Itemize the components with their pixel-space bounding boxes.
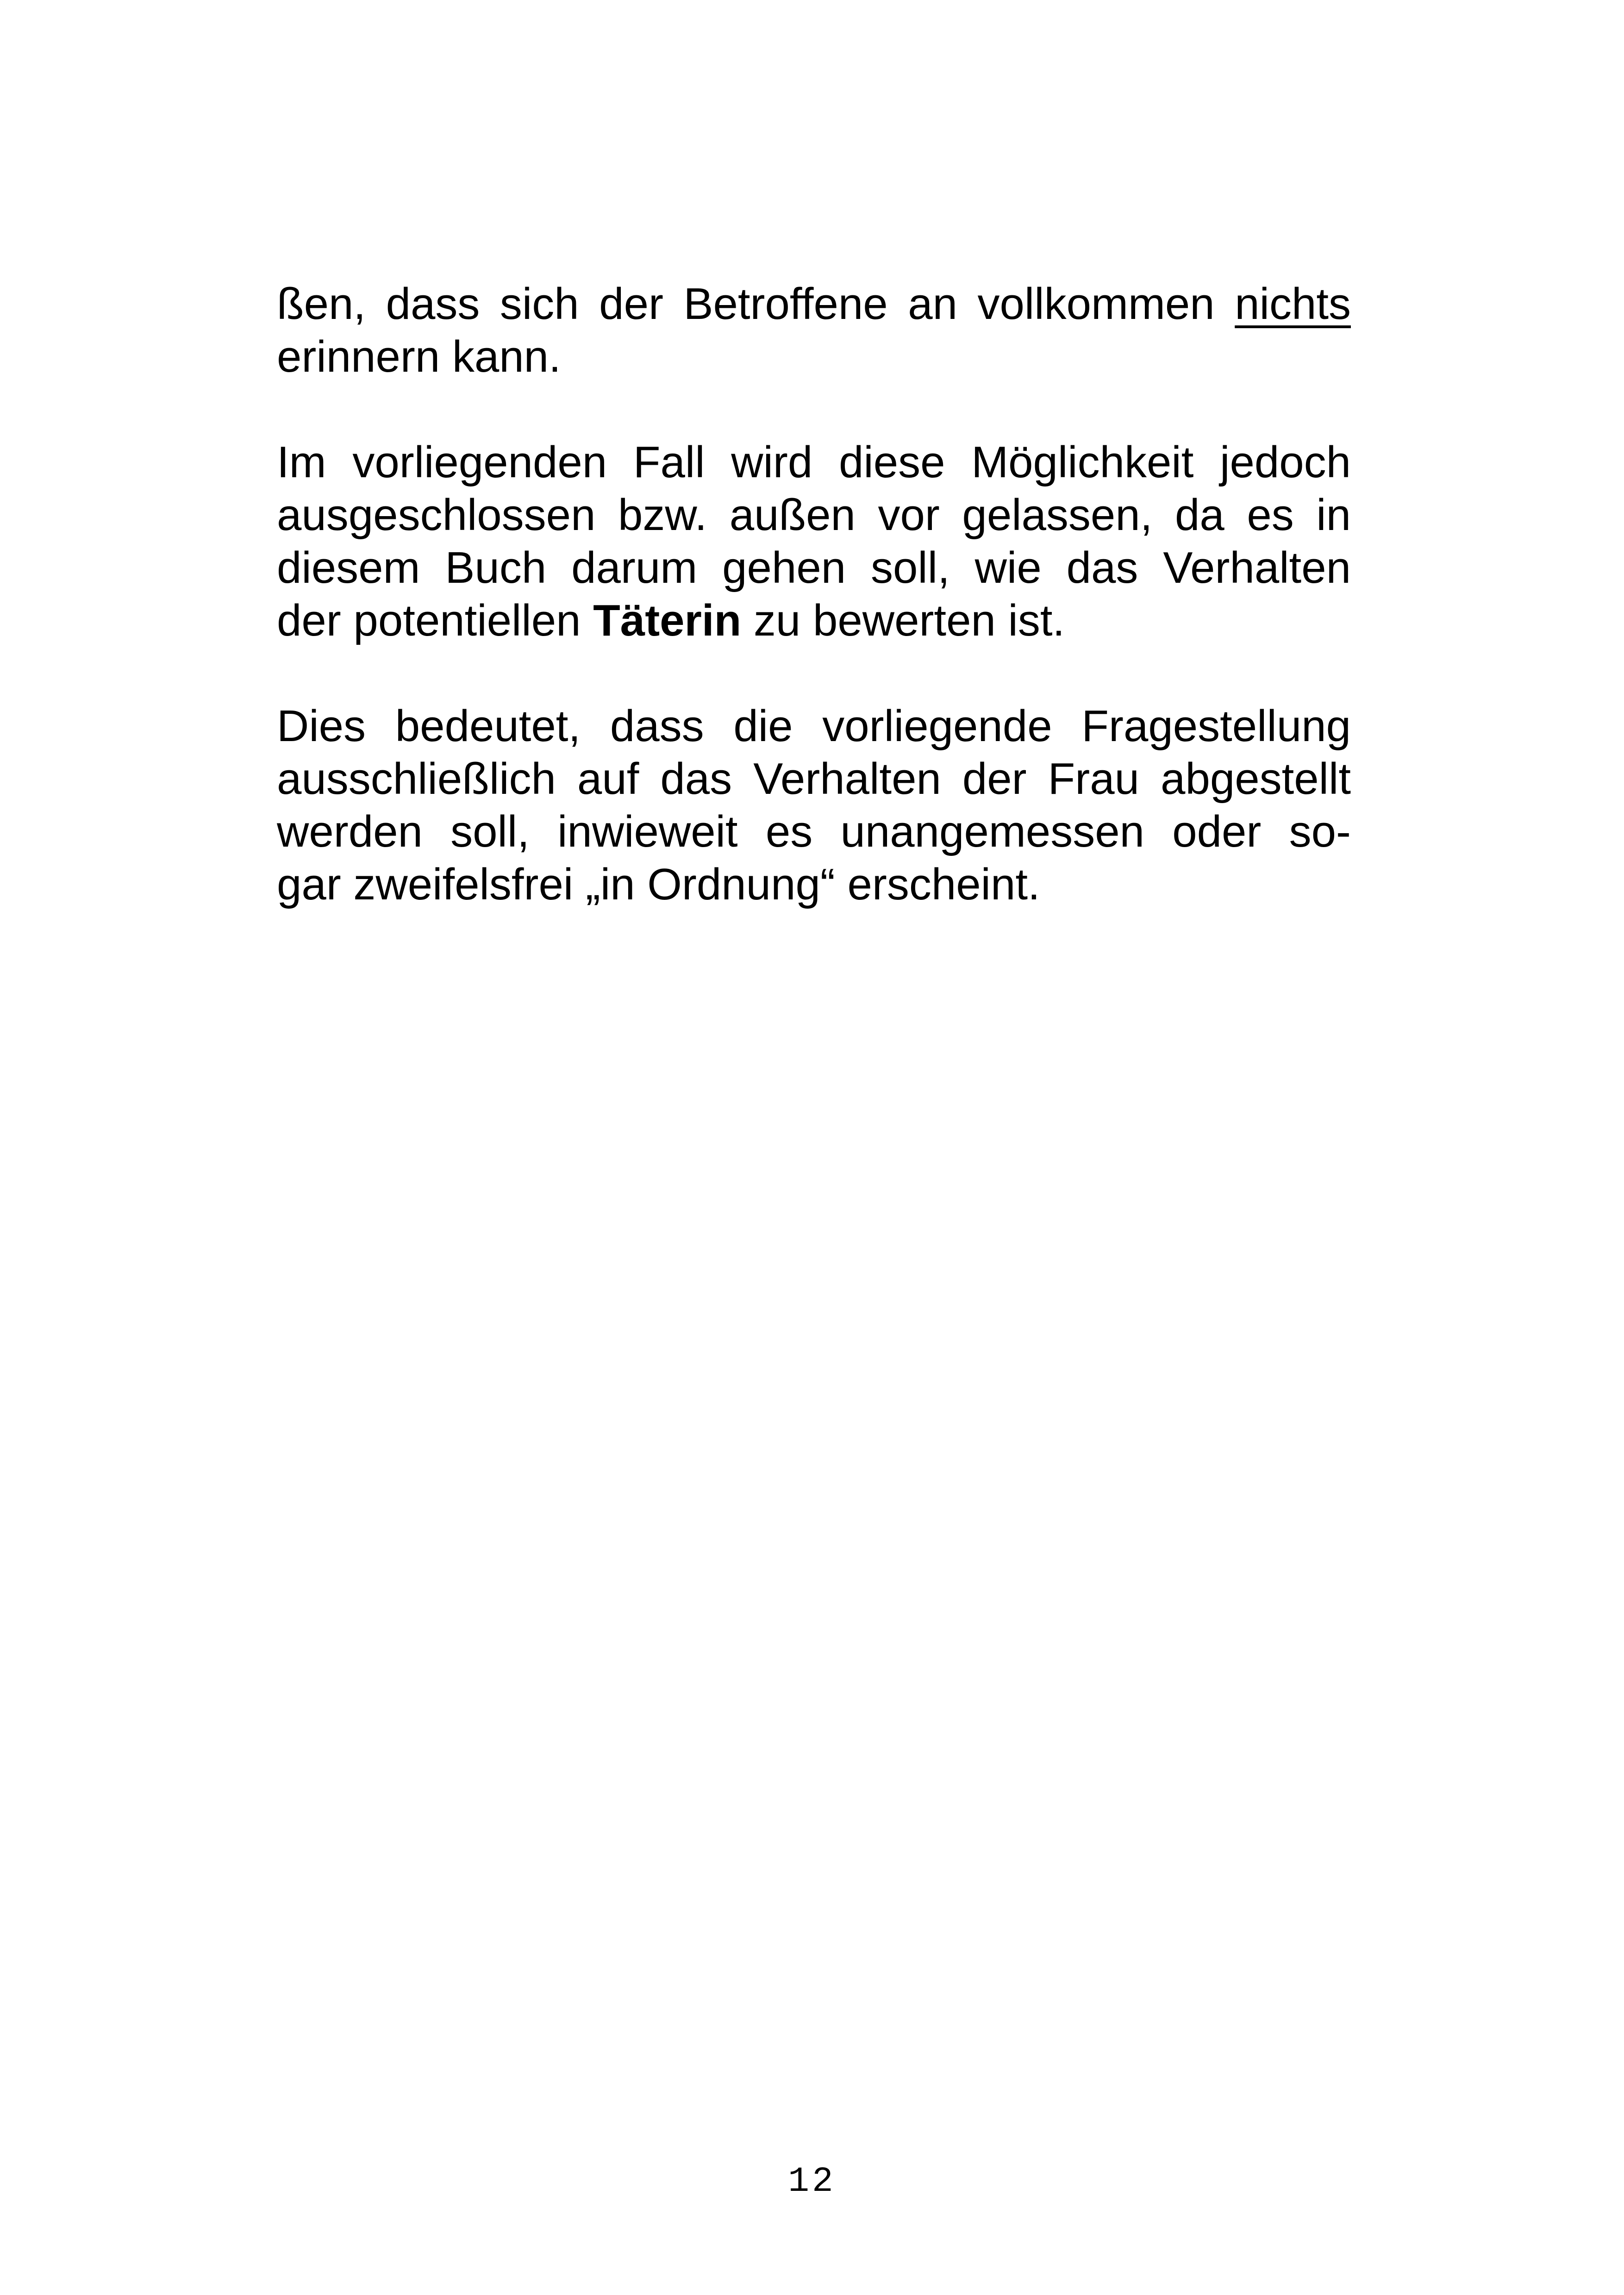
paragraph-1-line-1 <box>277 278 1351 331</box>
paragraph-2-line-3: diesem Buch darum gehen soll, wie das Verhalten <box>277 543 1351 592</box>
paragraph-3-line-4: gar zweifelsfrei „in Ordnung“ erscheint. <box>277 860 1040 909</box>
paragraph-3 <box>277 700 1351 911</box>
paragraph-2-line-4 <box>277 594 1351 647</box>
paragraph-1-line-2: erinnern kann. <box>277 332 561 381</box>
underlined-word-nichts: nichts <box>1235 279 1351 329</box>
paragraph-3-line-1: Dies bedeutet, dass die vorliegende Fragestellung <box>277 701 1351 751</box>
paragraph-2-line-1: Im vorliegenden Fall wird diese Möglichkeit jedoch <box>277 437 1351 487</box>
paragraph-3-line-2: ausschließlich auf das Verhalten der Frau abgestellt <box>277 754 1351 804</box>
bold-word-taeterin: Täterin <box>593 596 742 645</box>
text-segment: ßen, dass sich der Betroffene an vollkommen <box>277 279 1235 329</box>
body-text <box>277 278 1351 964</box>
text-segment: zu bewerten ist. <box>741 596 1065 645</box>
paragraph-2 <box>277 436 1351 647</box>
text-segment: der potentiellen <box>277 596 593 645</box>
paragraph-3-line-3: werden soll, inwieweit es unangemessen oder so- <box>277 807 1351 856</box>
paragraph-1 <box>277 278 1351 383</box>
page-number: 12 <box>788 2162 836 2201</box>
paragraph-2-line-2: ausgeschlossen bzw. außen vor gelassen, da es in <box>277 490 1351 540</box>
